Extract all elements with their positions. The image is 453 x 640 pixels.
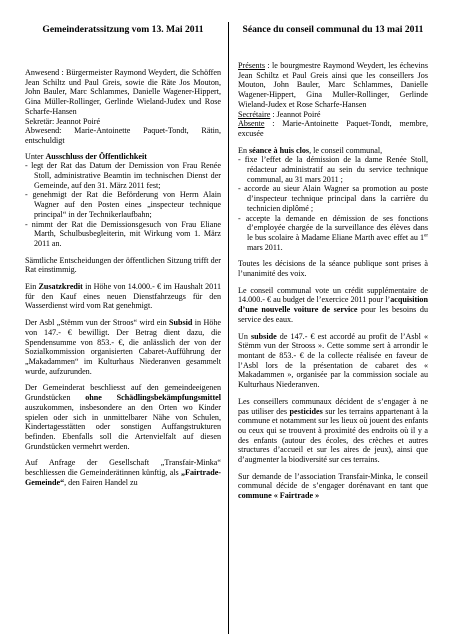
pesticides-label-fr: pesticides xyxy=(289,406,323,416)
closed-summary-fr: Toutes les décisions de la séance publique sont prises à l’unanimité des voix. xyxy=(238,259,428,279)
absent-text-fr: : Marie-Antoinette Paquet-Tondt, membre, excusée xyxy=(238,119,428,138)
credit-paragraph-fr xyxy=(238,286,428,325)
list-item: - legt der Rat das Datum der Demission von Frau Renée Stoll, administrative Beamtin im technischen Dienst der Gemeinde, auf den 31. März 2011 fest; xyxy=(25,161,221,190)
fairtrade-paragraph-fr xyxy=(238,472,428,501)
list-item: - nimmt der Rat die Demissionsgesuch von Frau Eliane Marth, Schulbusbegleiterin, mit Wirkung vom 1. März 2011 an. xyxy=(25,220,221,249)
subsidy-pre: Der Asbl „Stëmm vun der Stroos“ wird ein xyxy=(25,318,170,328)
list-item: - fixe l’effet de la démission de la dame Renée Stoll, rédacteur administratif au sein du service technique communal, au 31 mars 2011 ; xyxy=(238,155,428,184)
fairtrade-label-fr: commune « Fairtrade » xyxy=(238,491,320,501)
attendance-paragraph xyxy=(25,68,221,146)
fairtrade-label: „Fairtrade-Gemeinde“ xyxy=(25,468,221,487)
fairtrade-paragraph xyxy=(25,458,221,487)
list-item: - accorde au sieur Alain Wagner sa promotion au poste d’inspecteur technique principal dans la carrière du technicien diplômé ; xyxy=(238,184,428,213)
secretary-text: Sekretär: Jeannot Poiré xyxy=(25,116,101,126)
closed-intro-text-fr: En xyxy=(238,145,250,155)
pesticides-pre-fr: Les conseillers communaux décident de s’engager à ne pas utiliser des xyxy=(238,396,428,416)
german-title: Gemeinderatssitzung vom 13. Mai 2011 xyxy=(42,24,204,35)
column-divider xyxy=(228,22,229,634)
present-text-fr: : le bourgmestre Raymond Weydert, les échevins Jean Schiltz et Paul Greis ainsi que les conseillers Jos Mouton, John Bauler, Marc Schlammes, Danielle Wagener-Hippert, Gina Muller-Rollinger, Gerlinde Wieland-Judex et Rose Scharfe-Hansen xyxy=(238,61,428,109)
closed-session-label: Ausschluss der Öffentlichkeit xyxy=(45,151,147,161)
credit-paragraph xyxy=(25,282,221,311)
absent-label-fr: Absente xyxy=(238,119,265,129)
closed-session-list xyxy=(25,161,221,248)
credit-pre-fr: Le conseil communal vote un crédit supplémentaire de 14.000.- € au budget de l’exercice 2011 pour l’ xyxy=(238,285,428,305)
pesticides-label: ohne Schädlingsbekämpfungsmittel xyxy=(85,393,221,403)
pesticides-paragraph xyxy=(25,383,221,451)
superscript: er xyxy=(424,233,428,239)
german-column xyxy=(25,24,221,494)
subsidy-pre-fr: Un xyxy=(238,331,252,341)
credit-pre: Ein xyxy=(25,282,39,292)
subsidy-text-fr: de 147.- € est accordé au profit de l’Asbl « Stëmm vun der Strooss ». Cette somme sert à arrondir le montant de 853.- € de la collecte réalisée en faveur de l’Asbl lors de la présentation de cabaret des « Makadammen », organisée par la commission sociale au Kulturhaus Niederanven. xyxy=(238,331,428,390)
subsidy-paragraph-fr xyxy=(238,332,428,390)
subsidy-label-fr: subside xyxy=(251,331,277,341)
present-label-fr: Présents xyxy=(238,61,265,70)
attendance-paragraph-fr xyxy=(238,61,428,139)
list-item xyxy=(238,214,428,253)
closed-summary: Sämtliche Entscheidungen der öffentlichen Sitzung trifft der Rat einstimmig. xyxy=(25,255,221,275)
closed-session-intro-fr xyxy=(238,146,428,156)
present-text: Bürgermeister Raymond Weydert, die Schöffen Jean Schiltz und Paul Greis, sowie die Räte Jos Mouton, John Bauler, Marc Schlammes, Danielle Wagener-Hippert, Gina Müller-Rollinger, Gerlinde Wieland-Judex und Rose Scharfe-Hansen xyxy=(25,68,221,116)
closed-after-fr: , le conseil communal, xyxy=(309,145,383,155)
list-item: - genehmigt der Rat die Beförderung von Herrn Alain Wagner auf den Posten eines „inspecteur technique principal“ in der Technikerlaufbahn; xyxy=(25,190,221,219)
fairtrade-pre: Auf Anfrage der Gesellschaft „Transfair-Minka“ beschliessen die Gemeinderätinnen künftig, als xyxy=(25,458,221,478)
credit-label: Zusatzkredit xyxy=(38,282,83,292)
subsidy-label: Subsid xyxy=(169,318,193,328)
closed-session-label-fr: séance à huis clos xyxy=(249,145,310,155)
pesticides-text: auszukommen, insbesondere an den Orten wo Kinder spielen oder sich in unmittelbarer Nähe von Schulen, Kindertagesstätten oder sonstigen Auffangstrukturen befinden. Ebenfalls soll die Artenvielfalt auf diesen Grundstücken vermehrt werden. xyxy=(25,402,221,451)
credit-text-fr: pour les besoins du service des eaux. xyxy=(238,305,429,324)
secretary-text-fr: : Jeannot Poiré xyxy=(270,109,321,119)
pesticides-pre: Der Gemeinderat beschliesst auf den gemeindeeigenen Grundstücken xyxy=(25,383,221,403)
fairtrade-text: , den Fairen Handel zu xyxy=(64,477,138,487)
absent-text: Abwesend: Marie-Antoinette Paquet-Tondt, Rätin, entschuldigt xyxy=(25,126,221,145)
secretary-label-fr: Secrétaire xyxy=(238,109,271,119)
present-label: Anwesend : xyxy=(25,68,64,77)
pesticides-paragraph-fr xyxy=(238,397,428,465)
list-item-tail: mars 2011. xyxy=(247,242,283,252)
list-item-text: accepte la demande en démission de ses fonctions d’employée chargée de la surveillance des élèves dans le bus scolaire à Madame Eliane Marth avec effet au 1 xyxy=(245,213,428,242)
fairtrade-pre-fr: Sur demande de l’association Transfair-Minka, le conseil communal décide de s’engager dorénavant en tant que xyxy=(238,471,428,491)
subsidy-text: in Höhe von 147.- € bewilligt. Der Betrag dient dazu, die Spendensumme von 853.- €, die anlässlich der von der Sozialkommission organisierten Cabaret-Aufführung der „Makadammen“ im Kulturhaus Niederanven gesammelt wurde, aufzurunden. xyxy=(25,318,222,376)
closed-session-list-fr xyxy=(238,155,428,252)
closed-intro-text: Unter xyxy=(25,151,46,161)
credit-text: in Höhe von 14.000.- € im Haushalt 2011 für den Kauf eines neuen Dienstfahrzeugs für den Wasserdienst wird vom Rat genehmigt. xyxy=(25,282,221,311)
french-column xyxy=(238,24,428,508)
credit-label-fr: acquisition d’une nouvelle voiture de service xyxy=(238,295,428,315)
subsidy-paragraph xyxy=(25,318,221,376)
pesticides-text-fr: sur les terrains appartenant à la commune et notamment sur les lieux où jouent des enfants ou ceux qui se trouvent à proximité des endroits où il y a des enfants (autour des écoles, des crèches et autres structures d’accueil et sur les aires de jeux), ainsi que d’augmenter la biodiversité sur ces terrains. xyxy=(238,406,428,465)
french-title: Séance du conseil communal du 13 mai 2011 xyxy=(242,24,424,35)
closed-session-intro xyxy=(25,152,221,162)
